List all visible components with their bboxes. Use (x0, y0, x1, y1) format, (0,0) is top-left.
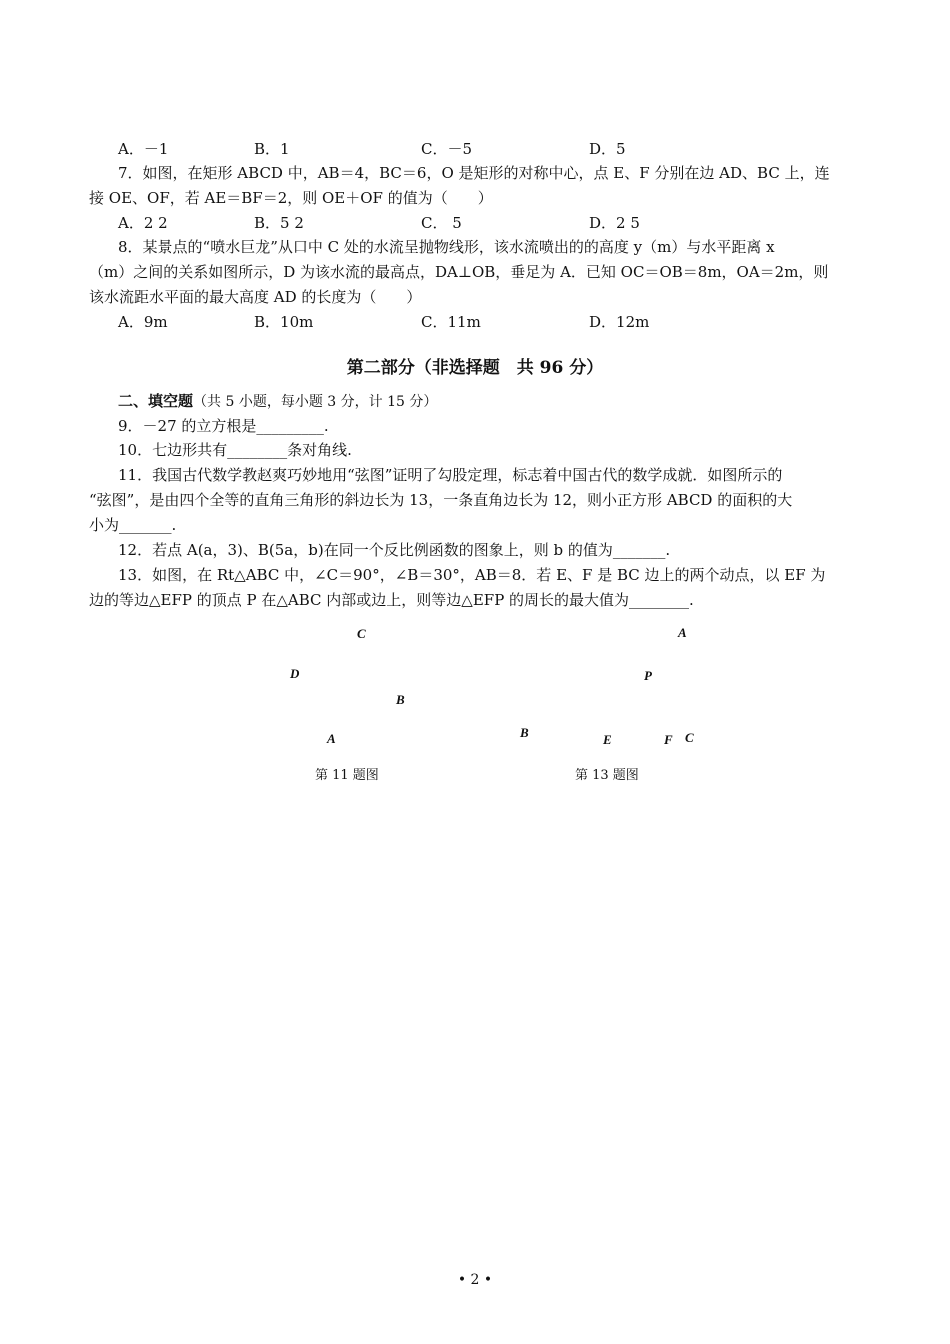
fig11-label-c: C (357, 626, 366, 641)
fig13-label-a: A (678, 625, 687, 640)
q6-option-b: B．1 (254, 140, 290, 158)
q8-option-c: C．11m (421, 313, 481, 331)
fig13-label-b: B (520, 725, 529, 740)
fill-in-header-note: （共 5 小题，每小题 3 分，计 15 分） (193, 394, 438, 410)
fill-in-header (118, 391, 898, 412)
fig13-label-f: F (664, 732, 673, 747)
q8-line-2: （m）之间的关系如图所示，D 为该水流的最高点，DA⊥OB，垂足为 A．已知 OC＝OB＝8m，OA＝2m，则 (89, 263, 829, 281)
q6-option-d: D．5 (589, 140, 626, 158)
fig11-caption: 第 11 题图 (315, 768, 379, 783)
fig13-label-e: E (603, 732, 612, 747)
q7-line-1: 7．如图，在矩形 ABCD 中，AB＝4，BC＝6，O 是矩形的对称中心，点 E、F 分别在边 AD、BC 上，连 (118, 164, 830, 182)
q7-option-c: C． 5 (421, 214, 462, 232)
fill-in-header-bold: 二、填空题 (118, 392, 194, 410)
q12: 12．若点 A(a，3)、B(5a，b)在同一个反比例函数的图象上，则 b 的值为_______. (118, 541, 671, 559)
q8-option-a: A．9m (118, 313, 168, 331)
q9: 9．－27 的立方根是_________. (118, 417, 329, 435)
q11-line-3: 小为_______. (89, 516, 177, 534)
q7-option-a: A．2 2 (118, 214, 168, 232)
q11-line-1: 11．我国古代数学教赵爽巧妙地用“弦图”证明了勾股定理，标志着中国古代的数学成就．如图所示的 (118, 466, 783, 484)
q7-line-2: 接 OE、OF，若 AE＝BF＝2，则 OE＋OF 的值为（ ） (89, 189, 493, 207)
q6-option-a: A．－1 (118, 140, 169, 158)
fig11-label-a: A (327, 731, 336, 746)
q10: 10．七边形共有________条对角线. (118, 441, 352, 459)
section-2-title: 第二部分（非选择题 共 96 分） (346, 358, 604, 378)
fig13-label-p: P (644, 668, 652, 683)
q7-option-d: D．2 5 (589, 214, 640, 232)
page-number: • 2 • (457, 1272, 493, 1288)
fig13-caption: 第 13 题图 (575, 768, 639, 783)
q7-option-b: B．5 2 (254, 214, 304, 232)
fig11-label-d: D (290, 666, 300, 681)
fig11-label-b: B (396, 692, 405, 707)
q8-line-1: 8．某景点的“喷水巨龙”从口中 C 处的水流呈抛物线形，该水流喷出的的高度 y（m）与水平距离 x (118, 238, 775, 256)
q8-line-3: 该水流距水平面的最大高度 AD 的长度为（ ） (89, 288, 422, 306)
q6-option-c: C．－5 (421, 140, 473, 158)
q13-line-2: 边的等边△EFP 的顶点 P 在△ABC 内部或边上，则等边△EFP 的周长的最大值为________. (89, 591, 694, 609)
q8-option-b: B．10m (254, 313, 314, 331)
q13-line-1: 13．如图，在 Rt△ABC 中，∠C＝90°，∠B＝30°，AB＝8．若 E、F 是 BC 边上的两个动点，以 EF 为 (118, 566, 826, 584)
fig13-label-c: C (685, 730, 694, 745)
q11-line-2: “弦图”，是由四个全等的直角三角形的斜边长为 13，一条直角边长为 12，则小正方形 ABCD 的面积的大 (89, 491, 793, 509)
q8-option-d: D．12m (589, 313, 650, 331)
